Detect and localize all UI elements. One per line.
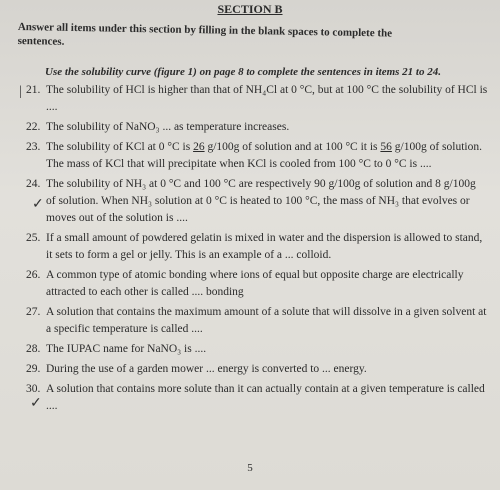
underlined-value: 56 bbox=[380, 141, 392, 153]
question-number: 24. bbox=[26, 178, 41, 190]
question-list bbox=[18, 82, 488, 418]
question-number: 25. bbox=[26, 232, 41, 244]
question-text: A solution that contains the maximum amount of a solute that will dissolve in a given solvent at a specific temperature is called .... bbox=[46, 306, 487, 335]
tick-mark: ✓ bbox=[32, 197, 44, 212]
text-part: g/100g of solution and at 100 °C it is bbox=[204, 141, 381, 153]
question-text: The IUPAC name for NaNO₃ is .... bbox=[46, 343, 207, 355]
question-text: If a small amount of powdered gelatin is mixed in water and the dispersion is allowed to stand, it sets to form a gel or jelly. This is an example of a ... colloid. bbox=[46, 232, 483, 261]
question-number: 30. bbox=[26, 383, 41, 395]
question-text: The solubility of HCl is higher than that of NH₄Cl at 0 °C, but at 100 °C the solubility of HCl is .... bbox=[46, 84, 488, 113]
section-title: SECTION B bbox=[217, 2, 283, 16]
question-item bbox=[18, 139, 488, 173]
question-text: The solubility of NH₃ at 0 °C and 100 °C are respectively 90 g/100g of solution and 8 g/100g of solution. When NH₃ solution at 0 °C is heated to 100 °C, the mass of NH₃ that evolves or moves out of the solution is .... bbox=[46, 178, 476, 224]
question-item bbox=[18, 381, 488, 415]
question-number: 22. bbox=[26, 121, 41, 133]
underlined-value: 26 bbox=[193, 141, 205, 153]
question-number: 26. bbox=[26, 269, 41, 281]
question-item bbox=[18, 267, 488, 301]
question-item bbox=[18, 119, 488, 136]
question-number: 21. bbox=[26, 84, 41, 96]
question-item bbox=[18, 341, 488, 358]
question-item bbox=[18, 176, 488, 227]
pen-mark: | bbox=[19, 84, 22, 99]
question-text: The solubility of NaNO₃ ... as temperature increases. bbox=[46, 121, 290, 133]
question-number: 29. bbox=[26, 363, 41, 375]
text-part: The solubility of KCl at 0 °C is bbox=[46, 141, 194, 153]
section-instruction: Answer all items under this section by filling in the blank spaces to complete the sentences. bbox=[17, 20, 393, 48]
question-text bbox=[18, 139, 488, 173]
question-text: A solution that contains more solute than it can actually contain at a given temperature is called .... bbox=[46, 383, 485, 412]
text-part: g/100g of solution. The mass of KCl that will precipitate when KCl is cooled from 100 °C to 0 °C is .... bbox=[46, 141, 482, 170]
question-item bbox=[18, 82, 488, 116]
question-number: 28. bbox=[26, 343, 41, 355]
question-text: A common type of atomic bonding where ions of equal but opposite charge are electrically attracted to each other is called .... bonding bbox=[46, 269, 464, 298]
question-item bbox=[18, 361, 488, 378]
question-item bbox=[18, 304, 488, 338]
page-number: 5 bbox=[247, 462, 253, 474]
tick-mark-2: ✓ bbox=[30, 396, 42, 411]
question-number: 27. bbox=[26, 306, 41, 318]
question-text: During the use of a garden mower ... energy is converted to ... energy. bbox=[46, 363, 367, 375]
curve-instruction: Use the solubility curve (figure 1) on page 8 to complete the sentences in items 21 to 24. bbox=[45, 66, 441, 78]
question-item bbox=[18, 230, 488, 264]
question-number: 23. bbox=[26, 141, 41, 153]
